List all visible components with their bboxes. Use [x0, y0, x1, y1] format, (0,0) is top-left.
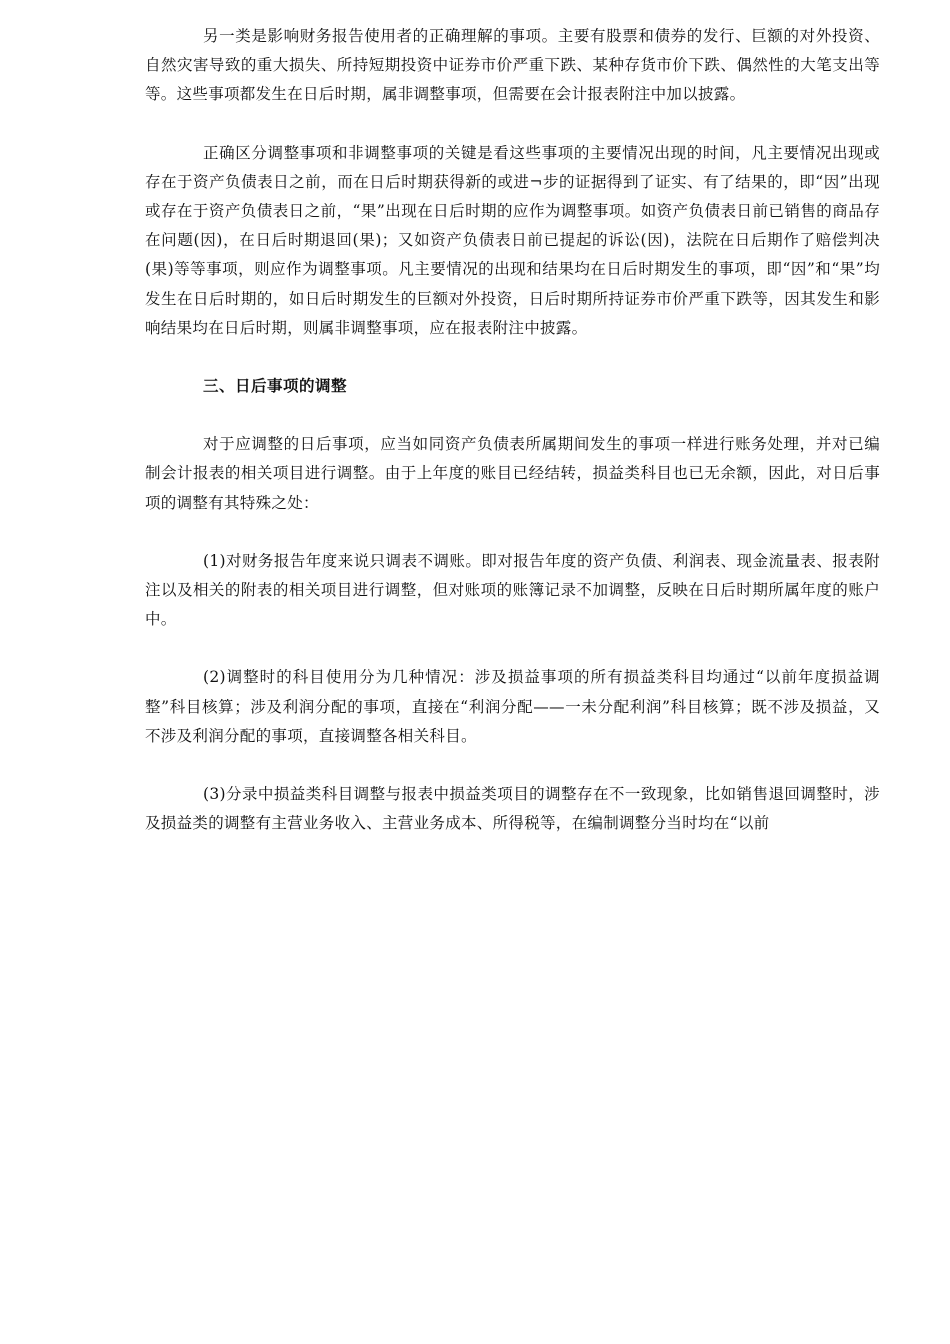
paragraph-item-3: (3)分录中损益类科目调整与报表中损益类项目的调整存在不一致现象，比如销售退回调整时，涉及损益类的调整有主营业务收入、主营业务成本、所得税等，在编制调整分当时均在“以前 [145, 785, 880, 833]
paragraph-non-adjusting-events: 另一类是影响财务报告使用者的正确理解的事项。主要有股票和债券的发行、巨额的对外投资、自然灾害导致的重大损失、所持短期投资中证券市价严重下跌、某种存货市价下跌、偶然性的大笔支出等等。这些事项都发生在日后时期，属非调整事项，但需要在会计报表附注中加以披露。 [145, 27, 880, 104]
document-page [145, 22, 880, 867]
paragraph-item-2: (2)调整时的科目使用分为几种情况：涉及损益事项的所有损益类科目均通过“以前年度损益调整”科目核算；涉及利润分配的事项，直接在“利润分配——一未分配利润”科目核算；既不涉及损益，又不涉及利润分配的事项，直接调整各相关科目。 [145, 668, 880, 745]
paragraph-item-1: (1)对财务报告年度来说只调表不调账。即对报告年度的资产负债、利润表、现金流量表、报表附注以及相关的附表的相关项目进行调整，但对账项的账簿记录不加调整，反映在日后时期所属年度的账户中。 [145, 551, 880, 629]
section-heading: 三、日后事项的调整 [203, 377, 348, 396]
paragraph-distinguishing-events: 正确区分调整事项和非调整事项的关键是看这些事项的主要情况出现的时间，凡主要情况出现或存在于资产负债表日之前，而在日后时期获得新的或进¬步的证据得到了证实、有了结果的，即“因”出现或存在于资产负债表日之前，“果”出现在日后时期的应作为调整事项。如资产负债表日前已销售的商品存在问题(因)，在日后时期退回(果)；又如资产负债表日前已提起的诉讼(因)，法院在日后期作了赔偿判决(果)等等事项，则应作为调整事项。凡主要情况的出现和结果均在日后时期发生的事项，即“因”和“果”均发生在日后时期的，如日后时期发生的巨额对外投资，日后时期所持证券市价严重下跌等，因其发生和影响结果均在日后时期，则属非调整事项，应在报表附注中披露。 [145, 143, 880, 337]
paragraph-adjustment-intro: 对于应调整的日后事项，应当如同资产负债表所属期间发生的事项一样进行账务处理，并对已编制会计报表的相关项目进行调整。由于上年度的账目已经结转，损益类科目也已无余额，因此，对日后事项的调整有其特殊之处： [145, 435, 880, 512]
